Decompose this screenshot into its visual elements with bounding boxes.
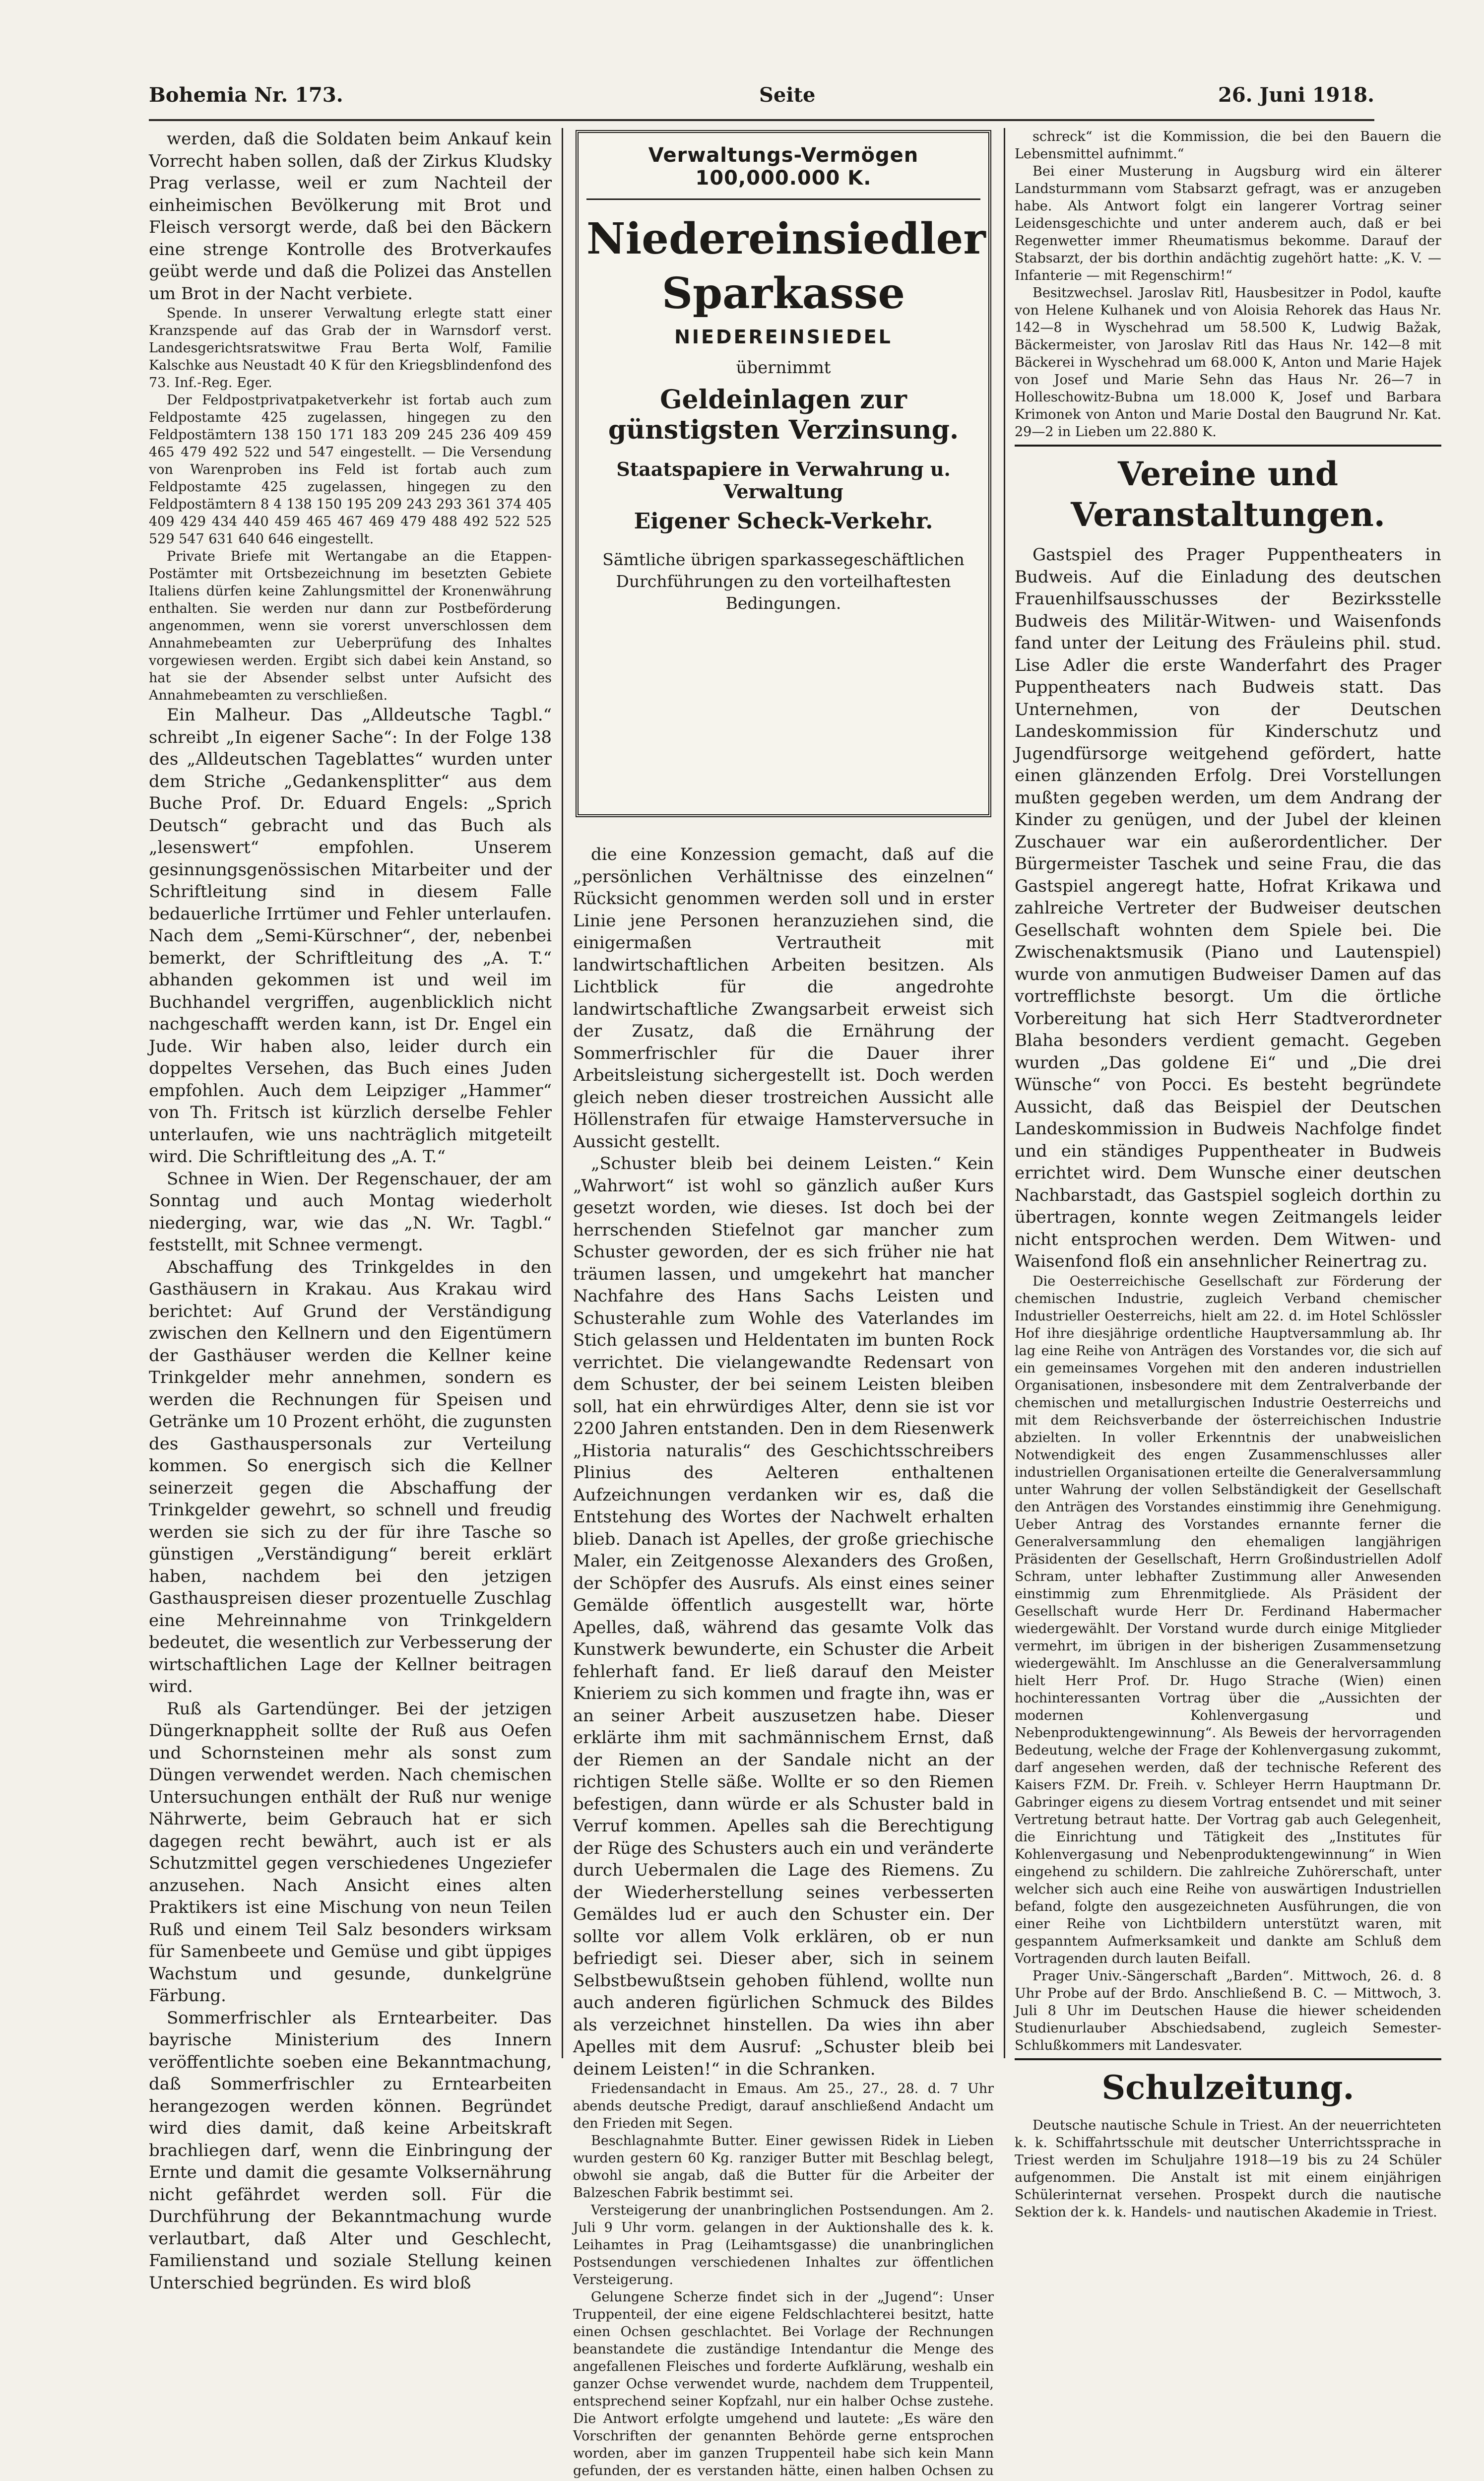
column-rule-2 (1004, 128, 1005, 2058)
ad-deposits: Geldeinlagen zur günstigsten Verzinsung. (608, 385, 959, 445)
article-paragraph: Schnee in Wien. Der Regenschauer, der am Sonntag und auch Montag wiederholt niederging, war, wie das „N. Wr. Tagbl.“ feststellt, mit Schnee vermengt. (149, 1169, 552, 1255)
column-middle (573, 844, 994, 2479)
article-paragraph: Ein Malheur. Das „Alldeutsche Tagbl.“ schreibt „In eigener Sache“: In der Folge 138 des „Alldeutschen Tageblattes“ wurden unter dem Striche „Gedankensplitter“ aus dem Buche Prof. Dr. Eduard Engels: „Sprich Deutsch“ gebracht und das Buch als „lesenswert“ empfohlen. Unserem gesinnungsgenössischen Mitarbeiter und der Schriftleitung sind in diesem Falle bedauerliche Irrtümer und Fehler unterlaufen. Nach dem „Semi-Kürschner“, der, nebenbei bemerkt, der Schriftleitung des „A. T.“ abhanden gekommen ist und weil im Buchhandel vergriffen, augenblicklich nicht nachgeschafft werden kann, ist Dr. Engel ein Jude. Wir haben also, leider durch ein doppeltes Versehen, das Buch eines Juden empfohlen. Auch dem Leipziger „Hammer“ von Th. Fritsch ist kürzlich derselbe Fehler unterlaufen, wie uns nachträglich mitgeteilt wird. Die Schriftleitung des „A. T.“ (149, 705, 552, 1167)
ad-services: Sämtliche übrigen sparkassegeschäftlichen Durchführungen zu den vorteilhaftesten Bedingungen. (602, 550, 965, 613)
column-left (149, 128, 552, 2293)
header-rule (149, 119, 1374, 121)
column-right (1015, 128, 1441, 2220)
paper-name: Bohemia Nr. 173. (149, 83, 343, 107)
ad-assets: Verwaltungs-Vermögen 100,000.000 K. (586, 144, 980, 200)
article-paragraph: Deutsche nautische Schule in Triest. An der neuerrichteten k. k. Schiffahrtsschule mit deutscher Unterrichtssprache in Triest werden im Schuljahre 1918—19 bis zu 24 Schüler aufgenommen. Die Anstalt ist mit einem einjährigen Schülerinternat versehen. Prospekt durch die nautische Sektion der k. k. Handels- und nautischen Akademie in Triest. (1015, 2117, 1441, 2220)
ad-bank-name: Niedereinsiedler Sparkasse (586, 214, 986, 319)
article-paragraph: Ruß als Gartendünger. Bei der jetzigen Düngerknappheit sollte der Ruß aus Oefen und Schornsteinen mehr als sonst zum Düngen verwendet werden. Nach chemischen Untersuchungen enthält der Ruß nur wenige Nährwerte, beim Gebrauch hat er sich dagegen recht bewährt, auch ist er als Schutzmittel gegen verschiedenes Ungeziefer anzusehen. Nach Ansicht eines alten Praktikers ist eine Mischung von neun Teilen Ruß und einem Teil Salz besonders wirksam für Samenbeete und Gemüse und gibt üppiges Wachstum und gesunde, dunkelgrüne Färbung. (149, 1698, 552, 2006)
article-paragraph: Gelungene Scherze findet sich in der „Jugend“: Unser Truppenteil, der eine eigene Feldschlachterei besitzt, hatte einen Ochsen geschlachtet. Bei Vorlage der Rechnungen beanstandete die zuständige Intendantur die Menge des angefallenen Fleisches und forderte Aufklärung, weshalb ein ganzer Ochse verwendet wurde, nachdem dem Truppenteil, entsprechend seiner Kopfzahl, nur ein halber Ochse zustehe. Die Antwort erfolgte umgehend und lautete: „Es wäre den Vorschriften der genannten Behörde gerne entsprochen worden, aber im ganzen Truppenteil habe sich kein Mann gefunden, der es verstanden hätte, einen halben Ochsen zu (573, 2289, 994, 2479)
section-title: Schulzeitung. (1101, 2068, 1355, 2107)
page-label: Seite (759, 83, 816, 107)
article-paragraph: Prager Univ.-Sängerschaft „Barden“. Mittwoch, 26. d. 8 Uhr Probe auf der Brdo. Anschließend B. C. — Mittwoch, 3. Juli 8 Uhr im Deutschen Hause die hiewer scheidenden Studienurlauber Abschiedsabend, zugleich Semester-Schlußkommers mit Landesvater. (1015, 1968, 1441, 2053)
article-paragraph: schreck“ ist die Kommission, die bei den Bauern die Lebensmittel aufnimmt.“ (1015, 129, 1441, 162)
article-paragraph: Beschlagnahmte Butter. Einer gewissen Ridek in Lieben wurden gestern 60 Kg. ranziger Butter mit Beschlag belegt, obwohl sie angab, daß die Butter für die Arbeiter der Balzeschen Fabrik bestimmt sei. (573, 2133, 994, 2201)
page-header (149, 83, 1374, 113)
article-paragraph: Bei einer Musterung in Augsburg wird ein älterer Landsturmmann vom Stabsarzt gefragt, was er anzugeben habe. Als Antwort folgt ein langerer Vortrag seiner Leidensgeschichte und unter anderem auch, daß er bei Regenwetter immer Rheumatismus bekomme. Darauf der Stabsarzt, der bis dorthin andächtig zugehört hatte: „K. V. — Infanterie — mit Regenschirm!“ (1015, 164, 1441, 283)
issue-date: 26. Juni 1918. (1218, 83, 1374, 107)
ad-place: NIEDEREINSIEDEL (674, 326, 893, 348)
article-paragraph: werden, daß die Soldaten beim Ankauf kein Vorrecht haben sollen, daß der Zirkus Kludsky Prag verlasse, weil er zum Nachteil der einheimischen Bevölkerung mit Brot und Fleisch versorgt werde, daß bei den Bäckern eine strenge Kontrolle des Brotverkaufes geübt werde und daß die Polizei das Anstellen um Brot in der Nacht verbiete. (149, 129, 552, 304)
article-paragraph: „Schuster bleib bei deinem Leisten.“ Kein „Wahrwort“ ist wohl so gänzlich außer Kurs gesetzt worden, wie dieses. Ist doch bei der herrschenden Stiefelnot gar mancher zum Schuster geworden, der es sich früher nie hat träumen lassen, und umgekehrt hat mancher Nachfahre des Hans Sachs Leisten und Schusterahle zum Wohle des Vaterlandes im Stich gelassen und Heldentaten im bunten Rock verrichtet. Die vielangewandte Redensart von dem Schuster, der bei seinem Leisten bleiben soll, hat ein ehrwürdiges Alter, denn sie ist vor 2200 Jahren entstanden. Den in dem Riesenwerk „Historia naturalis“ des Geschichtsschreibers Plinius des Aelteren enthaltenen Aufzeichnungen verdanken wir es, daß die Entstehung des Wortes der Nachwelt erhalten blieb. Danach ist Apelles, der große griechische Maler, ein Zeitgenosse Alexanders des Großen, der Schöpfer des Ausrufs. Als einst eines seiner Gemälde öffentlich ausgestellt war, hörte Apelles, daß, während das gesamte Volk das Kunstwerk bewunderte, ein Schuster die Arbeit fehlerhaft fand. Er ließ darauf den Meister Knieriem zu sich kommen und fragte ihn, was er an seiner Arbeit auszusetzen habe. Dieser erklärte ihm mit sachmännischem Ernst, daß der Riemen an der Sandale nicht an der richtigen Stelle säße. Wollte er so den Riemen befestigen, dann würde er als Schuster bald in Verruf kommen. Apelles sah die Berechtigung der Rüge des Schusters auch ein und veränderte durch Uebermalen die Lage des Riemens. Zu der Wiederherstellung seines verbesserten Gemäldes lud er auch den Schuster ein. Der sollte vor allem Volk erklären, ob er nun befriedigt sei. Dieser aber, sich in seinem Selbstbewußtsein gehoben fühlend, wollte nun auch anderen figürlichen Schmuck des Bildes als verzeichnet hinstellen. Da wies ihn aber Apelles mit dem Ausruf: „Schuster bleib bei deinem Leisten!“ in die Schranken. (573, 1154, 994, 2079)
article-paragraph: Besitzwechsel. Jaroslav Ritl, Hausbesitzer in Podol, kaufte von Helene Kulhanek und von Aloisia Rehorek das Haus Nr. 142—8 in Wyschehrad um 58.500 K, Ludwig Bažak, Bäckermeister, von Jaroslav Ritl das Haus Nr. 142—8 mit Bäckerei in Wyschehrad um 68.000 K, Anton und Marie Hajek von Josef und Marie Sehn das Haus Nr. 26—7 in Holleschowitz-Bubna um 18.000 K, Josef und Barbara Krimonek von Anton und Marie Dostal den Baugrund Nr. Kat. 29—2 in Lieben um 22.880 K. (1015, 285, 1441, 440)
ad-cheque: Eigener Scheck-Verkehr. (634, 509, 933, 534)
bank-advertisement (576, 130, 991, 817)
ad-takes: übernimmt (736, 358, 831, 378)
article-paragraph: Gastspiel des Prager Puppentheaters in Budweis. Auf die Einladung des deutschen Frauenhilfsausschusses der Bezirksstelle Budweis des Militär-Witwen- und Waisenfonds fand unter der Leitung des Fräuleins phil. stud. Lise Adler die erste Wanderfahrt des Prager Puppentheaters nach Budweis statt. Das Unternehmen, von der Deutschen Landeskommission für Kinderschutz und Jugendfürsorge weitgehend gefördert, hatte einen glänzenden Erfolg. Drei Vorstellungen mußten gegeben werden, um dem Andrang der Kinder zu genügen, und der Jubel der kleinen Zuschauer war ein außerordentlicher. Der Bürgermeister Taschek und seine Frau, die das Gastspiel angeregt hatte, Hofrat Krikawa und zahlreiche Vertreter der Budweiser deutschen Gesellschaft wohnten dem Spiele bei. Die Zwischenaktsmusik (Piano und Lautenspiel) wurde von anmutigen Budweiser Damen auf das vortrefflichste besorgt. Um die örtliche Vorbereitung hat sich Herr Stadtverordneter Blaha besonders verdient gemacht. Gegeben wurden „Das goldene Ei“ und „Die drei Wünsche“ von Pocci. Es besteht begründete Aussicht, daß das Beispiel der Deutschen Landeskommission in Budweis Nachfolge findet und ein ständiges Puppentheater in Budweis errichtet wird. Dem Wunsche einer deutschen Nachbarstadt, das Gastspiel sogleich dorthin zu übertragen, konnte wegen Zeitmangels leider nicht entsprochen werden. Dem Witwen- und Waisenfond floß ein ansehnlicher Reinertrag zu. (1015, 545, 1441, 1271)
article-paragraph: Friedensandacht in Emaus. Am 25., 27., 28. d. 7 Uhr abends deutsche Predigt, darauf anschließend Andacht um den Frieden mit Segen. (573, 2081, 994, 2131)
section-rule (1015, 445, 1441, 447)
article-paragraph: Sommerfrischler als Erntearbeiter. Das bayrische Ministerium des Innern veröffentlichte soeben eine Bekanntmachung, daß Sommerfrischler zu Erntearbeiten herangezogen werden können. Begründet wird dies damit, daß keine Arbeitskraft brachliegen darf, wenn die Einbringung der Ernte und damit die gesamte Volksernährung nicht gefährdet werden soll. Für die Durchführung der Bekanntmachung wurde verlautbart, daß Alter und Geschlecht, Familienstand und soziale Stellung keinen Unterschied begründen. Es wird bloß (149, 2008, 552, 2293)
article-paragraph: Abschaffung des Trinkgeldes in den Gasthäusern in Krakau. Aus Krakau wird berichtet: Auf Grund der Verständigung zwischen den Kellnern und den Eigentümern der Gasthäuser werden die Kellner keine Trinkgelder mehr annehmen, sondern es werden die Rechnungen für Speisen und Getränke um 10 Prozent erhöht, die zugunsten des Gasthauspersonals zur Verteilung kommen. So energisch sich die Kellner seinerzeit gegen die Abschaffung der Trinkgelder gewehrt, so schnell und freudig werden sie sich zu der für ihre Tasche so günstigen „Verständigung“ bereit erklärt haben, nachdem bei den jetzigen Gasthauspreisen dieser prozentuelle Zuschlag eine Mehreinnahme von Trinkgeldern bedeutet, die wesentlich zur Verbesserung der wirtschaftlichen Lage der Kellner beitragen wird. (149, 1257, 552, 1697)
section-title: Vereine und Veranstaltungen. (1071, 455, 1385, 534)
article-paragraph: Private Briefe mit Wertangabe an die Etappen-Postämter mit Ortsbezeichnung im besetzten Gebiete Italiens dürfen keine Zahlungsmittel der Kronenwährung enthalten. Sie werden nur dann zur Postbeförderung angenommen, wenn sie vorerst unverschlossen dem Annahmebeamten zur Ueberprüfung des Inhaltes vorgewiesen werden. Ergibt sich dabei kein Anstand, so hat sie der Absender selbst unter Aufsicht des Annahmebeamten zu verschließen. (149, 549, 552, 703)
article-paragraph: Die Oesterreichische Gesellschaft zur Förderung der chemischen Industrie, zugleich Verband chemischer Industrieller Oesterreichs, hielt am 22. d. im Hotel Schlössler Hof ihre diesjährige ordentliche Hauptversammlung ab. Ihr lag eine Reihe von Anträgen des Vorstandes vor, die sich auf ein gemeinsames Vorgehen mit den anderen industriellen Organisationen, insbesondere mit dem Zentralverbande der chemischen und metallurgischen Industrie Oesterreichs und mit dem Reichsverbande der österreichischen Industrie abzielten. In voller Erkenntnis der unabweislichen Notwendigkeit des engen Zusammenschlusses aller industriellen Organisationen erteilte die Generalversammlung unter Wahrung der vollen Selbständigkeit der Gesellschaft den Anträgen des Vorstandes einstimmig ihre Genehmigung. Ueber Antrag des Vorstandes ernannte ferner die Generalversammlung den ehemaligen langjährigen Präsidenten der Gesellschaft, Herrn Großindustriellen Adolf Schram, unter lebhafter Zustimmung aller Anwesenden einstimmig zum Ehrenmitgliede. Als Präsident der Gesellschaft wurde Herr Dr. Ferdinand Habermacher wiedergewählt. Der Vorstand wurde durch einige Mitglieder vermehrt, im übrigen in der bisherigen Zusammensetzung wiedergewählt. Im Anschlusse an die Generalversammlung hielt Herr Prof. Dr. Hugo Strache (Wien) einen hochinteressanten Vortrag über die „Aussichten der modernen Kohlenvergasung und Nebenproduktengewinnung“. Als Beweis der hervorragenden Bedeutung, welche der Frage der Kohlenvergasung zukommt, darf angesehen werden, daß der technische Referent des Kaisers FZM. Dr. Freih. v. Schleyer Herrn Hauptmann Dr. Gabringer eigens zu diesem Vortrag entsendet und mit seiner Vertretung betraut hatte. Der Vortrag gab auch Gelegenheit, die Einrichtung und Tätigkeit des „Institutes für Kohlenvergasung und Nebenproduktengewinnung“ in Wien eingehend zu schildern. Die zahlreiche Zuhörerschaft, unter welcher sich auch eine Reihe von auswärtigen Industriellen befand, folgte den ausgezeichneten Ausführungen, die von einer Reihe von Lichtbildern unterstützt waren, mit gespanntem Aufmerksamkeit und dankte am Schluß dem Vortragenden durch lauten Beifall. (1015, 1273, 1441, 1966)
article-paragraph: Versteigerung der unanbringlichen Postsendungen. Am 2. Juli 9 Uhr vorm. gelangen in der Auktionshalle des k. k. Leihamtes in Prag (Leihamtsgasse) die unanbringlichen Postsendungen verschiedenen Inhaltes zur öffentlichen Versteigerung. (573, 2203, 994, 2287)
article-paragraph: die eine Konzession gemacht, daß auf die „persönlichen Verhältnisse des einzelnen“ Rücksicht genommen werden soll und in erster Linie jene Personen heranzuziehen sind, die einigermaßen Vertrautheit mit landwirtschaftlichen Arbeiten besitzen. Als Lichtblick für die angedrohte landwirtschaftliche Zwangsarbeit erweist sich der Zusatz, daß die Ernährung der Sommerfrischler für die Dauer ihrer Arbeitsleistung sichergestellt ist. Doch werden gleich neben dieser trostreichen Aussicht alle Höllenstrafen für etwaige Hamsterversuche in Aussicht gestellt. (573, 845, 994, 1152)
article-paragraph: Spende. In unserer Verwaltung erlegte statt einer Kranzspende auf das Grab der in Warnsdorf verst. Landesgerichtsratswitwe Frau Berta Wolf, Familie Kalschke aus Neustadt 40 K für den Kriegsblindenfond des 73. Inf.-Reg. Eger. (149, 306, 552, 391)
column-rule-1 (562, 128, 563, 2058)
section-rule (1015, 2058, 1441, 2060)
article-paragraph: Der Feldpostprivatpaketverkehr ist fortab auch zum Feldpostamte 425 zugelassen, hingegen zu den Feldpostämtern 138 150 171 183 209 245 236 409 459 465 479 492 522 und 547 eingestellt. — Die Versendung von Warenproben ins Feld ist fortab auch zum Feldpostamte 425 zugelassen, hingegen zu den Feldpostämtern 8 4 138 150 195 209 243 293 361 374 405 409 429 434 440 459 465 467 469 479 488 492 522 525 529 547 631 640 646 eingestellt. (149, 392, 552, 547)
ad-securities: Staatspapiere in Verwahrung u. Verwaltung (616, 458, 951, 503)
